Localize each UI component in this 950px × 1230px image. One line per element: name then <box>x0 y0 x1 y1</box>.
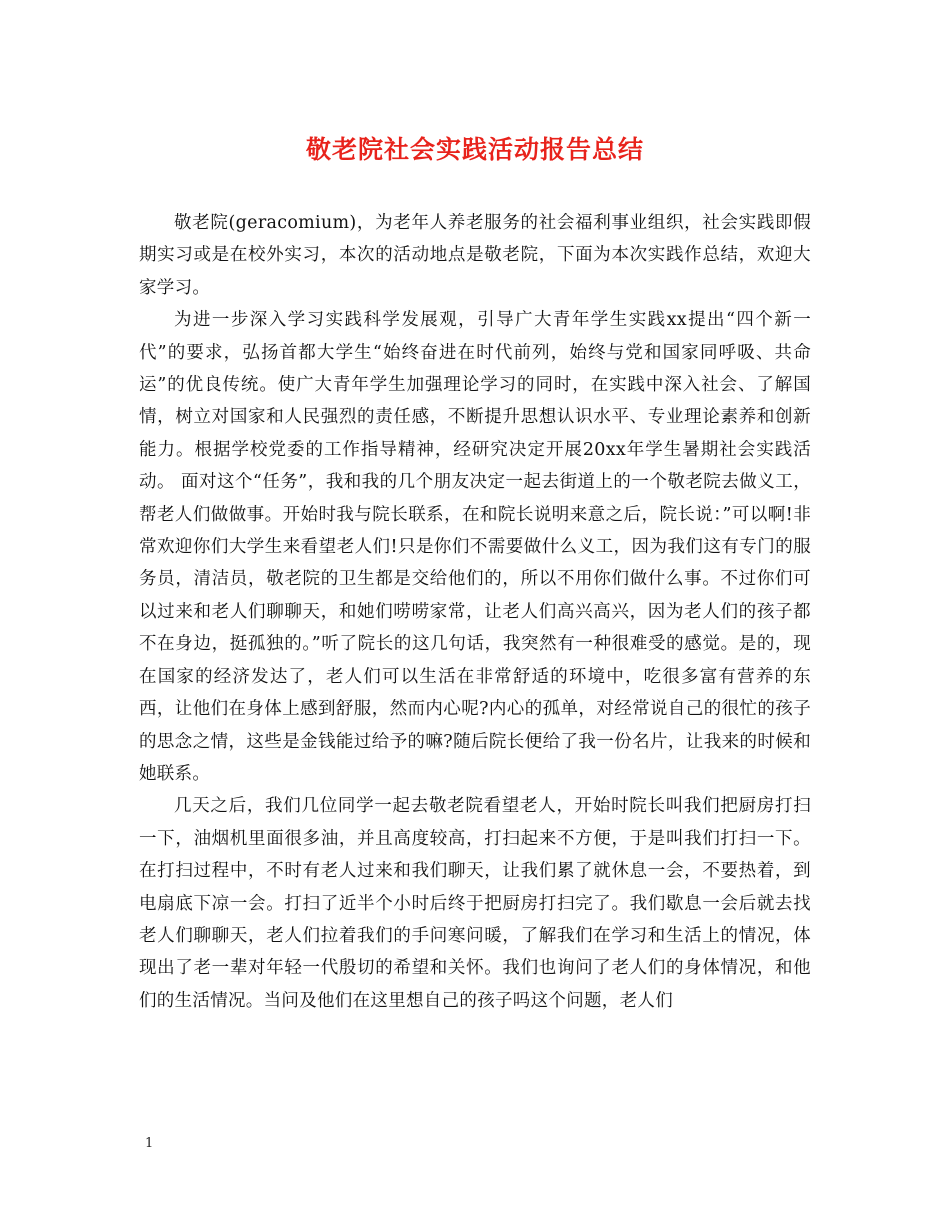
document-title: 敬老院社会实践活动报告总结 <box>305 135 644 164</box>
paragraph-background: 为进一步深入学习实践科学发展观，引导广大青年学生实践xx提出“四个新一代”的要求，弘扬首都大学生“始终奋进在时代前列，始终与党和国家同呼吸、共命运”的优良传统。使广大青年学生加强理论学习的同时，在实践中深入社会、了解国情，树立对国家和人民强烈的责任感，不断提升思想认识水平、专业理论素养和创新能力。根据学校党委的工作指导精神，经研究决定开展20xx年学生暑期社会实践活动。 面对这个“任务”，我和我的几个朋友决定一起去街道上的一个敬老院去做义工，帮老人们做做事。开始时我与院长联系，在和院长说明来意之后，院长说：”可以啊!非常欢迎你们大学生来看望老人们!只是你们不需要做什么义工，因为我们这有专门的服务员，清洁员，敬老院的卫生都是交给他们的，所以不用你们做什么事。不过你们可以过来和老人们聊聊天，和她们唠唠家常，让老人们高兴高兴，因为老人们的孩子都不在身边，挺孤独的。”听了院长的这几句话，我突然有一种很难受的感觉。是的，现在国家的经济发达了，老人们可以生活在非常舒适的环境中，吃很多富有营养的东西，让他们在身体上感到舒服，然而内心呢?内心的孤单，对经常说自己的很忙的孩子的思念之情，这些是金钱能过给予的嘛?随后院长便给了我一份名片，让我来的时候和她联系。 <box>139 310 811 784</box>
document-body <box>139 207 811 1017</box>
page-number: 1 <box>145 1136 154 1151</box>
paragraph-intro: 敬老院(geracomium)，为老年人养老服务的社会福利事业组织，社会实践即假期实习或是在校外实习，本次的活动地点是敬老院，下面为本次实践作总结，欢迎大家学习。 <box>139 213 811 298</box>
paragraph-visit: 几天之后，我们几位同学一起去敬老院看望老人，开始时院长叫我们把厨房打扫一下，油烟机里面很多油，并且高度较高，打扫起来不方便，于是叫我们打扫一下。在打扫过程中，不时有老人过来和我们聊天，让我们累了就休息一会，不要热着，到电扇底下凉一会。打扫了近半个小时后终于把厨房打扫完了。我们歇息一会后就去找老人们聊聊天，老人们拉着我们的手问寒问暖，了解我们在学习和生活上的情况，体现出了老一辈对年轻一代殷切的希望和关怀。我们也询问了老人们的身体情况，和他们的生活情况。当问及他们在这里想自己的孩子吗这个问题，老人们 <box>139 796 811 1011</box>
